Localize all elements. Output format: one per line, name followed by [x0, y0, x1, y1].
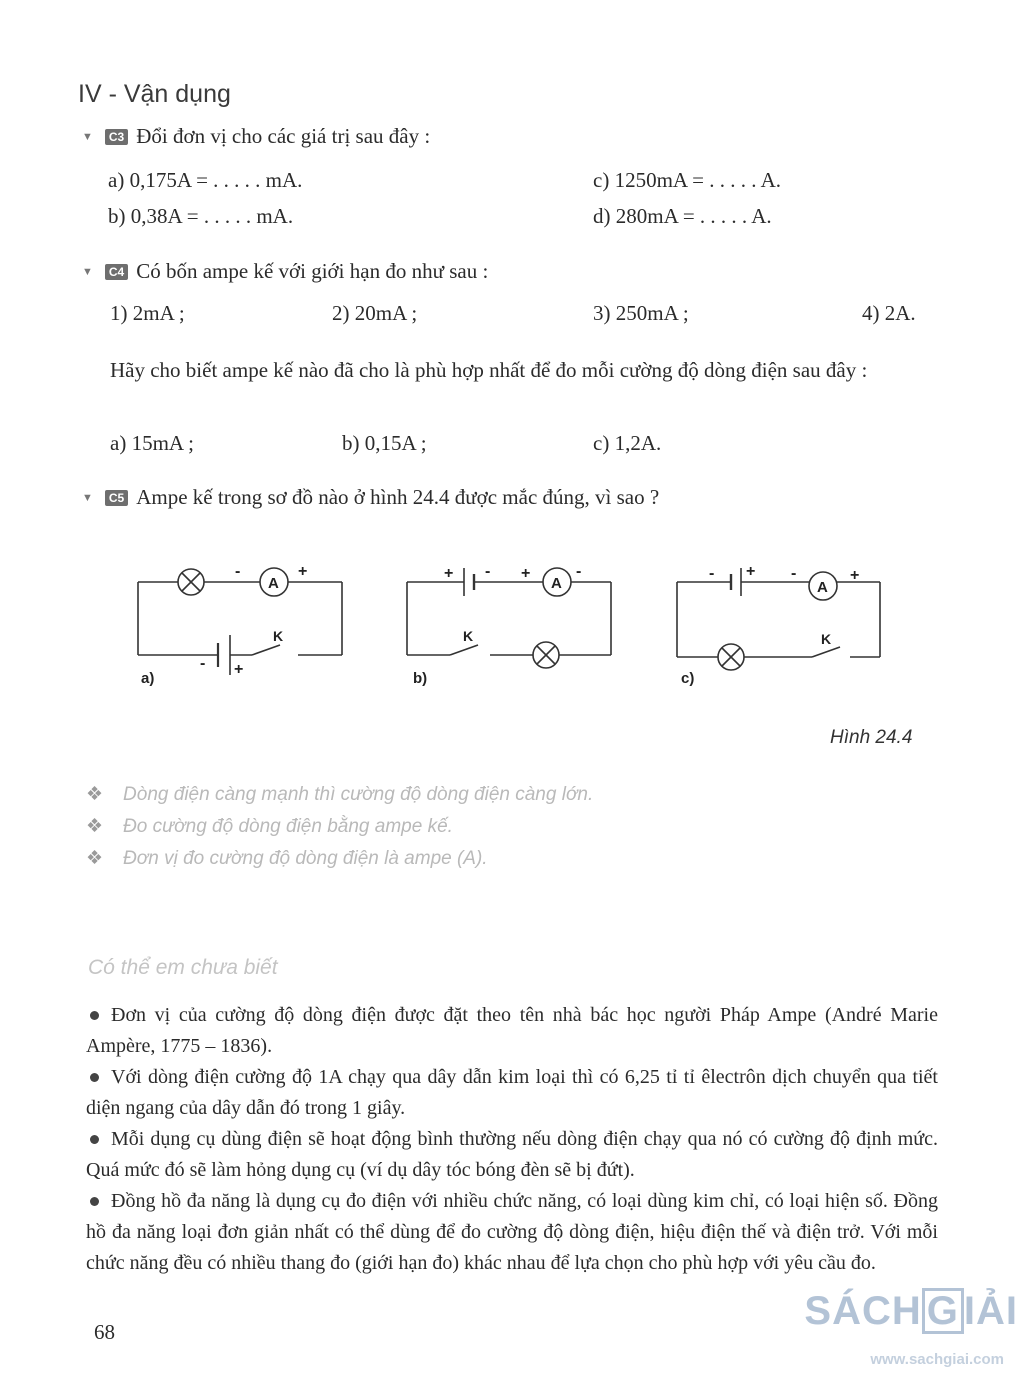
plus-sign: +: [298, 563, 308, 580]
minus-sign: -: [235, 563, 241, 580]
minus-sign: -: [576, 563, 582, 580]
diamond-bullet-icon: ❖: [86, 816, 104, 837]
minus-sign: -: [791, 565, 797, 582]
minus-sign: -: [709, 565, 715, 582]
bullet-dot-icon: [90, 1135, 99, 1144]
triangle-bullet-icon: ▼: [82, 265, 93, 278]
diamond-bullet-icon: ❖: [86, 848, 104, 869]
circuit-a-label: a): [141, 670, 155, 687]
page-number: 68: [94, 1320, 115, 1344]
bullet-dot-icon: [90, 1197, 99, 1206]
watermark-logo: SÁCH G IẢI: [804, 1289, 1018, 1333]
circuit-c-label: c): [681, 670, 695, 687]
know-item: Đồng hồ đa năng là dụng cụ đo điện với nhiều chức năng, có loại dùng kim chỉ, có loại hiện số. Đồng hồ đa năng loại đơn giản nhất có thể dùng để đo cường độ dòng điện, hiệu điện thế và điện trở. Với mỗi chức năng đều có nhiều thang đo (giới hạn đo) khác nhau để lựa chọn cho phù hợp với yêu cầu đo.: [86, 1190, 938, 1274]
know-item: Mỗi dụng cụ dùng điện sẽ hoạt động bình thường nếu dòng điện chạy qua nó có cường độ định mức. Quá mức đó sẽ làm hỏng dụng cụ (ví dụ dây tóc bóng đèn sẽ bị đứt).: [86, 1128, 938, 1181]
section-heading: IV - Vận dụng: [78, 80, 231, 108]
c4-option-2: 2) 20mA ;: [332, 301, 418, 325]
c3-prompt: Đổi đơn vị cho các giá trị sau đây :: [136, 124, 431, 148]
plus-sign: +: [746, 563, 756, 580]
c4-current-c: c) 1,2A.: [593, 431, 662, 455]
c3-item-b: b) 0,38A = . . . . . mA.: [108, 204, 294, 228]
c4-question: Hãy cho biết ampe kế nào đã cho là phù hợp nhất để đo mỗi cường độ dòng điện sau đây :: [110, 358, 868, 382]
switch-label: K: [273, 628, 284, 644]
watermark-url: www.sachgiai.com: [870, 1351, 1004, 1368]
c4-option-4: 4) 2A.: [862, 301, 916, 325]
figure-caption: Hình 24.4: [830, 727, 913, 748]
circuit-b: [407, 568, 611, 668]
c5-prompt: Ampe kế trong sơ đồ nào ở hình 24.4 được mắc đúng, vì sao ?: [136, 485, 660, 509]
logo-g-mark: G: [922, 1288, 964, 1334]
c4-current-a: a) 15mA ;: [110, 431, 194, 455]
c3-item-c: c) 1250mA = . . . . . A.: [593, 168, 782, 192]
triangle-bullet-icon: ▼: [82, 491, 93, 504]
ammeter-label: A: [268, 575, 279, 592]
bullet-dot-icon: [90, 1073, 99, 1082]
c4-prompt: Có bốn ampe kế với giới hạn đo như sau :: [136, 259, 489, 283]
plus-sign: +: [521, 565, 531, 582]
bullet-dot-icon: [90, 1011, 99, 1020]
ammeter-label: A: [551, 575, 562, 592]
circuit-b-label: b): [413, 670, 428, 687]
know-item: Đơn vị của cường độ dòng điện được đặt theo tên nhà bác học người Pháp Ampe (André Marie Ampère, 1775 – 1836).: [86, 1004, 938, 1057]
c4-current-b: b) 0,15A ;: [342, 431, 427, 455]
badge-c4: C4: [105, 264, 128, 280]
summary-item: ❖ Đo cường độ dòng điện bằng ampe kế.: [86, 816, 453, 837]
summary-item: ❖ Đơn vị đo cường độ dòng điện là ampe (A).: [86, 848, 488, 869]
switch-label: K: [821, 631, 832, 647]
triangle-bullet-icon: ▼: [82, 130, 93, 143]
minus-sign: -: [485, 563, 491, 580]
plus-sign: +: [234, 661, 244, 678]
ammeter-label: A: [817, 579, 828, 596]
plus-sign: +: [850, 567, 860, 584]
circuit-a: [138, 568, 342, 675]
summary-item: ❖ Dòng điện càng mạnh thì cường độ dòng điện càng lớn.: [86, 784, 594, 805]
minus-sign: -: [200, 655, 206, 672]
know-title: Có thể em chưa biết: [88, 956, 278, 979]
diamond-bullet-icon: ❖: [86, 784, 104, 805]
badge-c5: C5: [105, 490, 128, 506]
c4-option-3: 3) 250mA ;: [593, 301, 689, 325]
c4-option-1: 1) 2mA ;: [110, 301, 185, 325]
plus-sign: +: [444, 565, 454, 582]
c3-item-d: d) 280mA = . . . . . A.: [593, 204, 772, 228]
badge-c3: C3: [105, 129, 128, 145]
switch-label: K: [463, 628, 474, 644]
c3-item-a: a) 0,175A = . . . . . mA.: [108, 168, 303, 192]
know-item: Với dòng điện cường độ 1A chạy qua dây dẫn kim loại thì có 6,25 tỉ tỉ êlectrôn dịch chuyển qua tiết diện ngang của dây dẫn đó trong 1 giây.: [86, 1066, 938, 1119]
